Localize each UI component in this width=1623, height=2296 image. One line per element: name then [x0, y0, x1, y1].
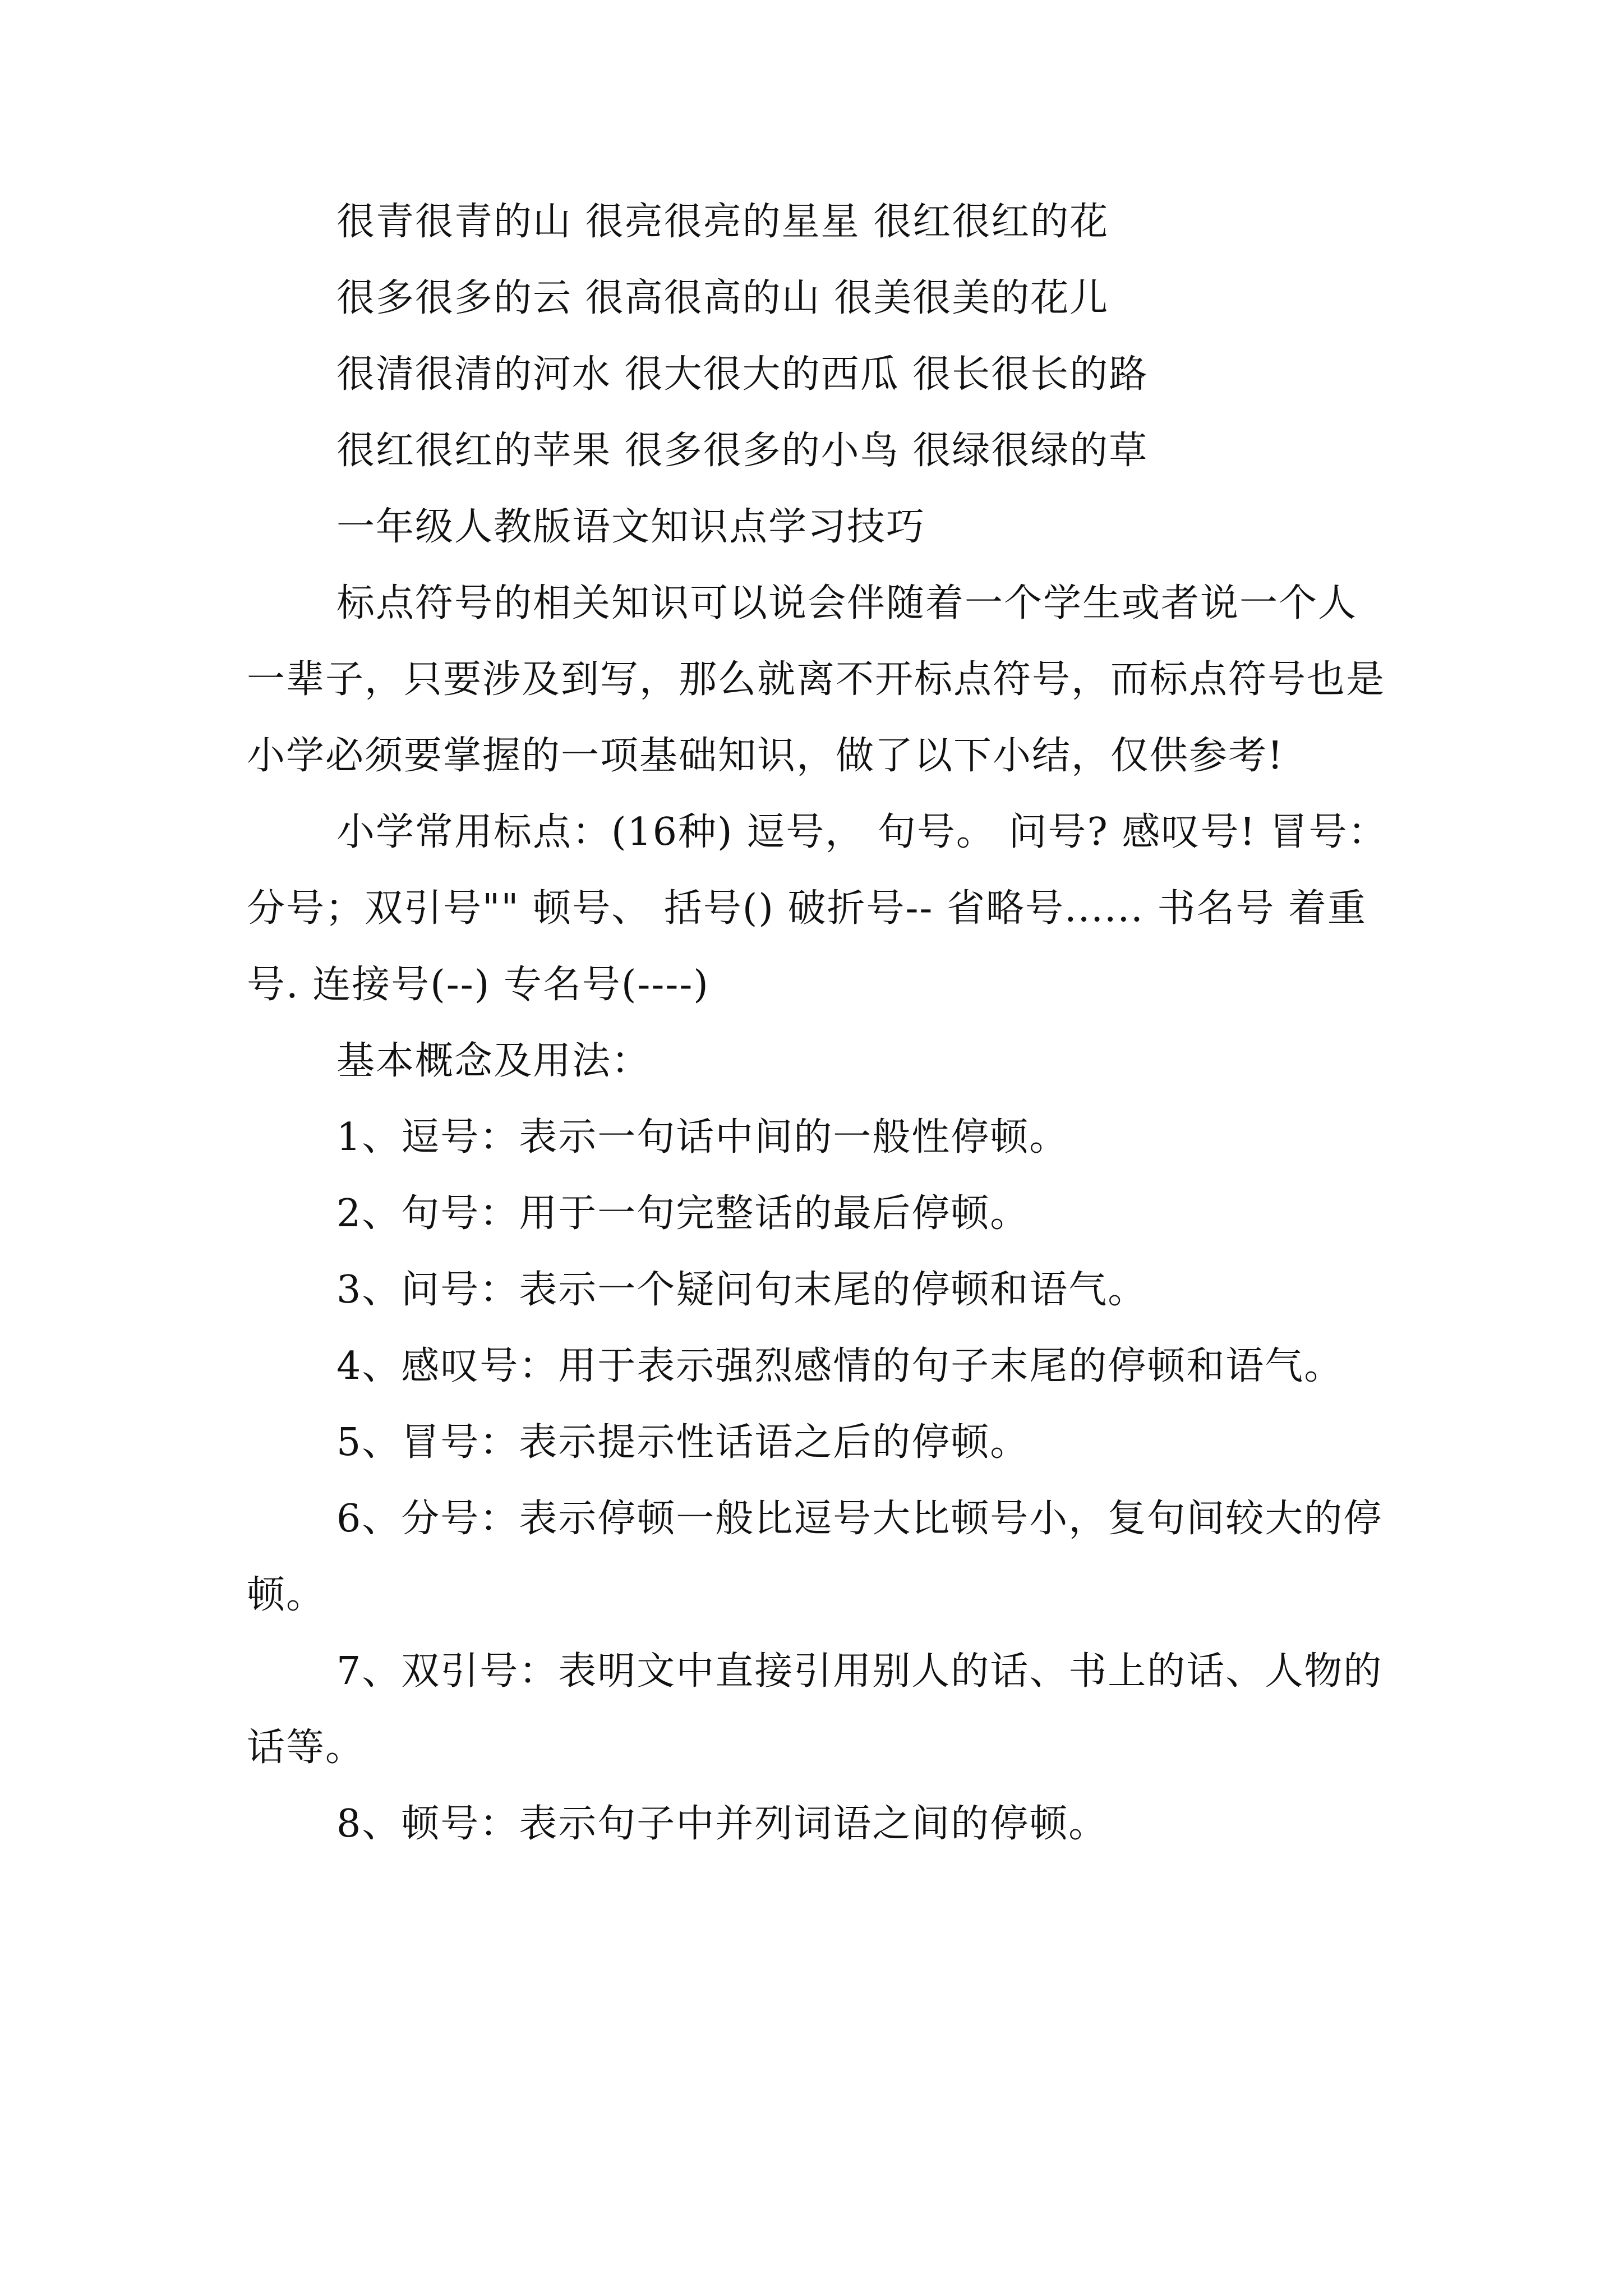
- paragraph-intro: 标点符号的相关知识可以说会伴随着一个学生或者说一个人一辈子，只要涉及到写，那么就离不开标点符号，而标点符号也是小学必须要掌握的一项基础知识，做了以下小结，仅供参考!: [247, 581, 1386, 778]
- paragraph-line-4: 很红很红的苹果 很多很多的小鸟 很绿很绿的草: [336, 429, 1149, 473]
- list-item-semicolon: 6、分号：表示停顿一般比逗号大比顿号小，复句间较大的停顿。: [247, 1497, 1383, 1617]
- section-title: 一年级人教版语文知识点学习技巧: [336, 505, 926, 549]
- list-item-period: 2、句号：用于一句完整话的最后停顿。: [336, 1191, 1030, 1236]
- paragraph-line-2: 很多很多的云 很高很高的山 很美很美的花儿: [336, 276, 1109, 320]
- list-item-exclamation-mark: 4、感叹号：用于表示强烈感情的句子末尾的停顿和语气。: [336, 1344, 1344, 1388]
- list-item-double-quotes: 7、双引号：表明文中直接引用别人的话、书上的话、人物的话等。: [247, 1649, 1383, 1770]
- paragraph-line-3: 很清很清的河水 很大很大的西瓜 很长很长的路: [336, 352, 1149, 397]
- list-item-comma: 1、逗号：表示一句话中间的一般性停顿。: [336, 1115, 1069, 1159]
- paragraph-common-punctuation: 小学常用标点：(16种) 逗号， 句号。 问号? 感叹号! 冒号： 分号；双引号"" 顿号、 括号() 破折号-- 省略号...... 书名号 着重号. 连接号(--) 专名号(----): [247, 810, 1401, 1007]
- list-item-colon: 5、冒号：表示提示性话语之后的停顿。: [336, 1420, 1030, 1465]
- paragraph-basic-concepts: 基本概念及用法：: [336, 1039, 651, 1083]
- list-item-question-mark: 3、问号：表示一个疑问句末尾的停顿和语气。: [336, 1268, 1147, 1312]
- document-body: [247, 184, 1401, 1862]
- list-item-enumeration-comma: 8、顿号：表示句子中并列词语之间的停顿。: [336, 1802, 1108, 1846]
- paragraph-line-1: 很青很青的山 很亮很亮的星星 很红很红的花: [336, 200, 1109, 244]
